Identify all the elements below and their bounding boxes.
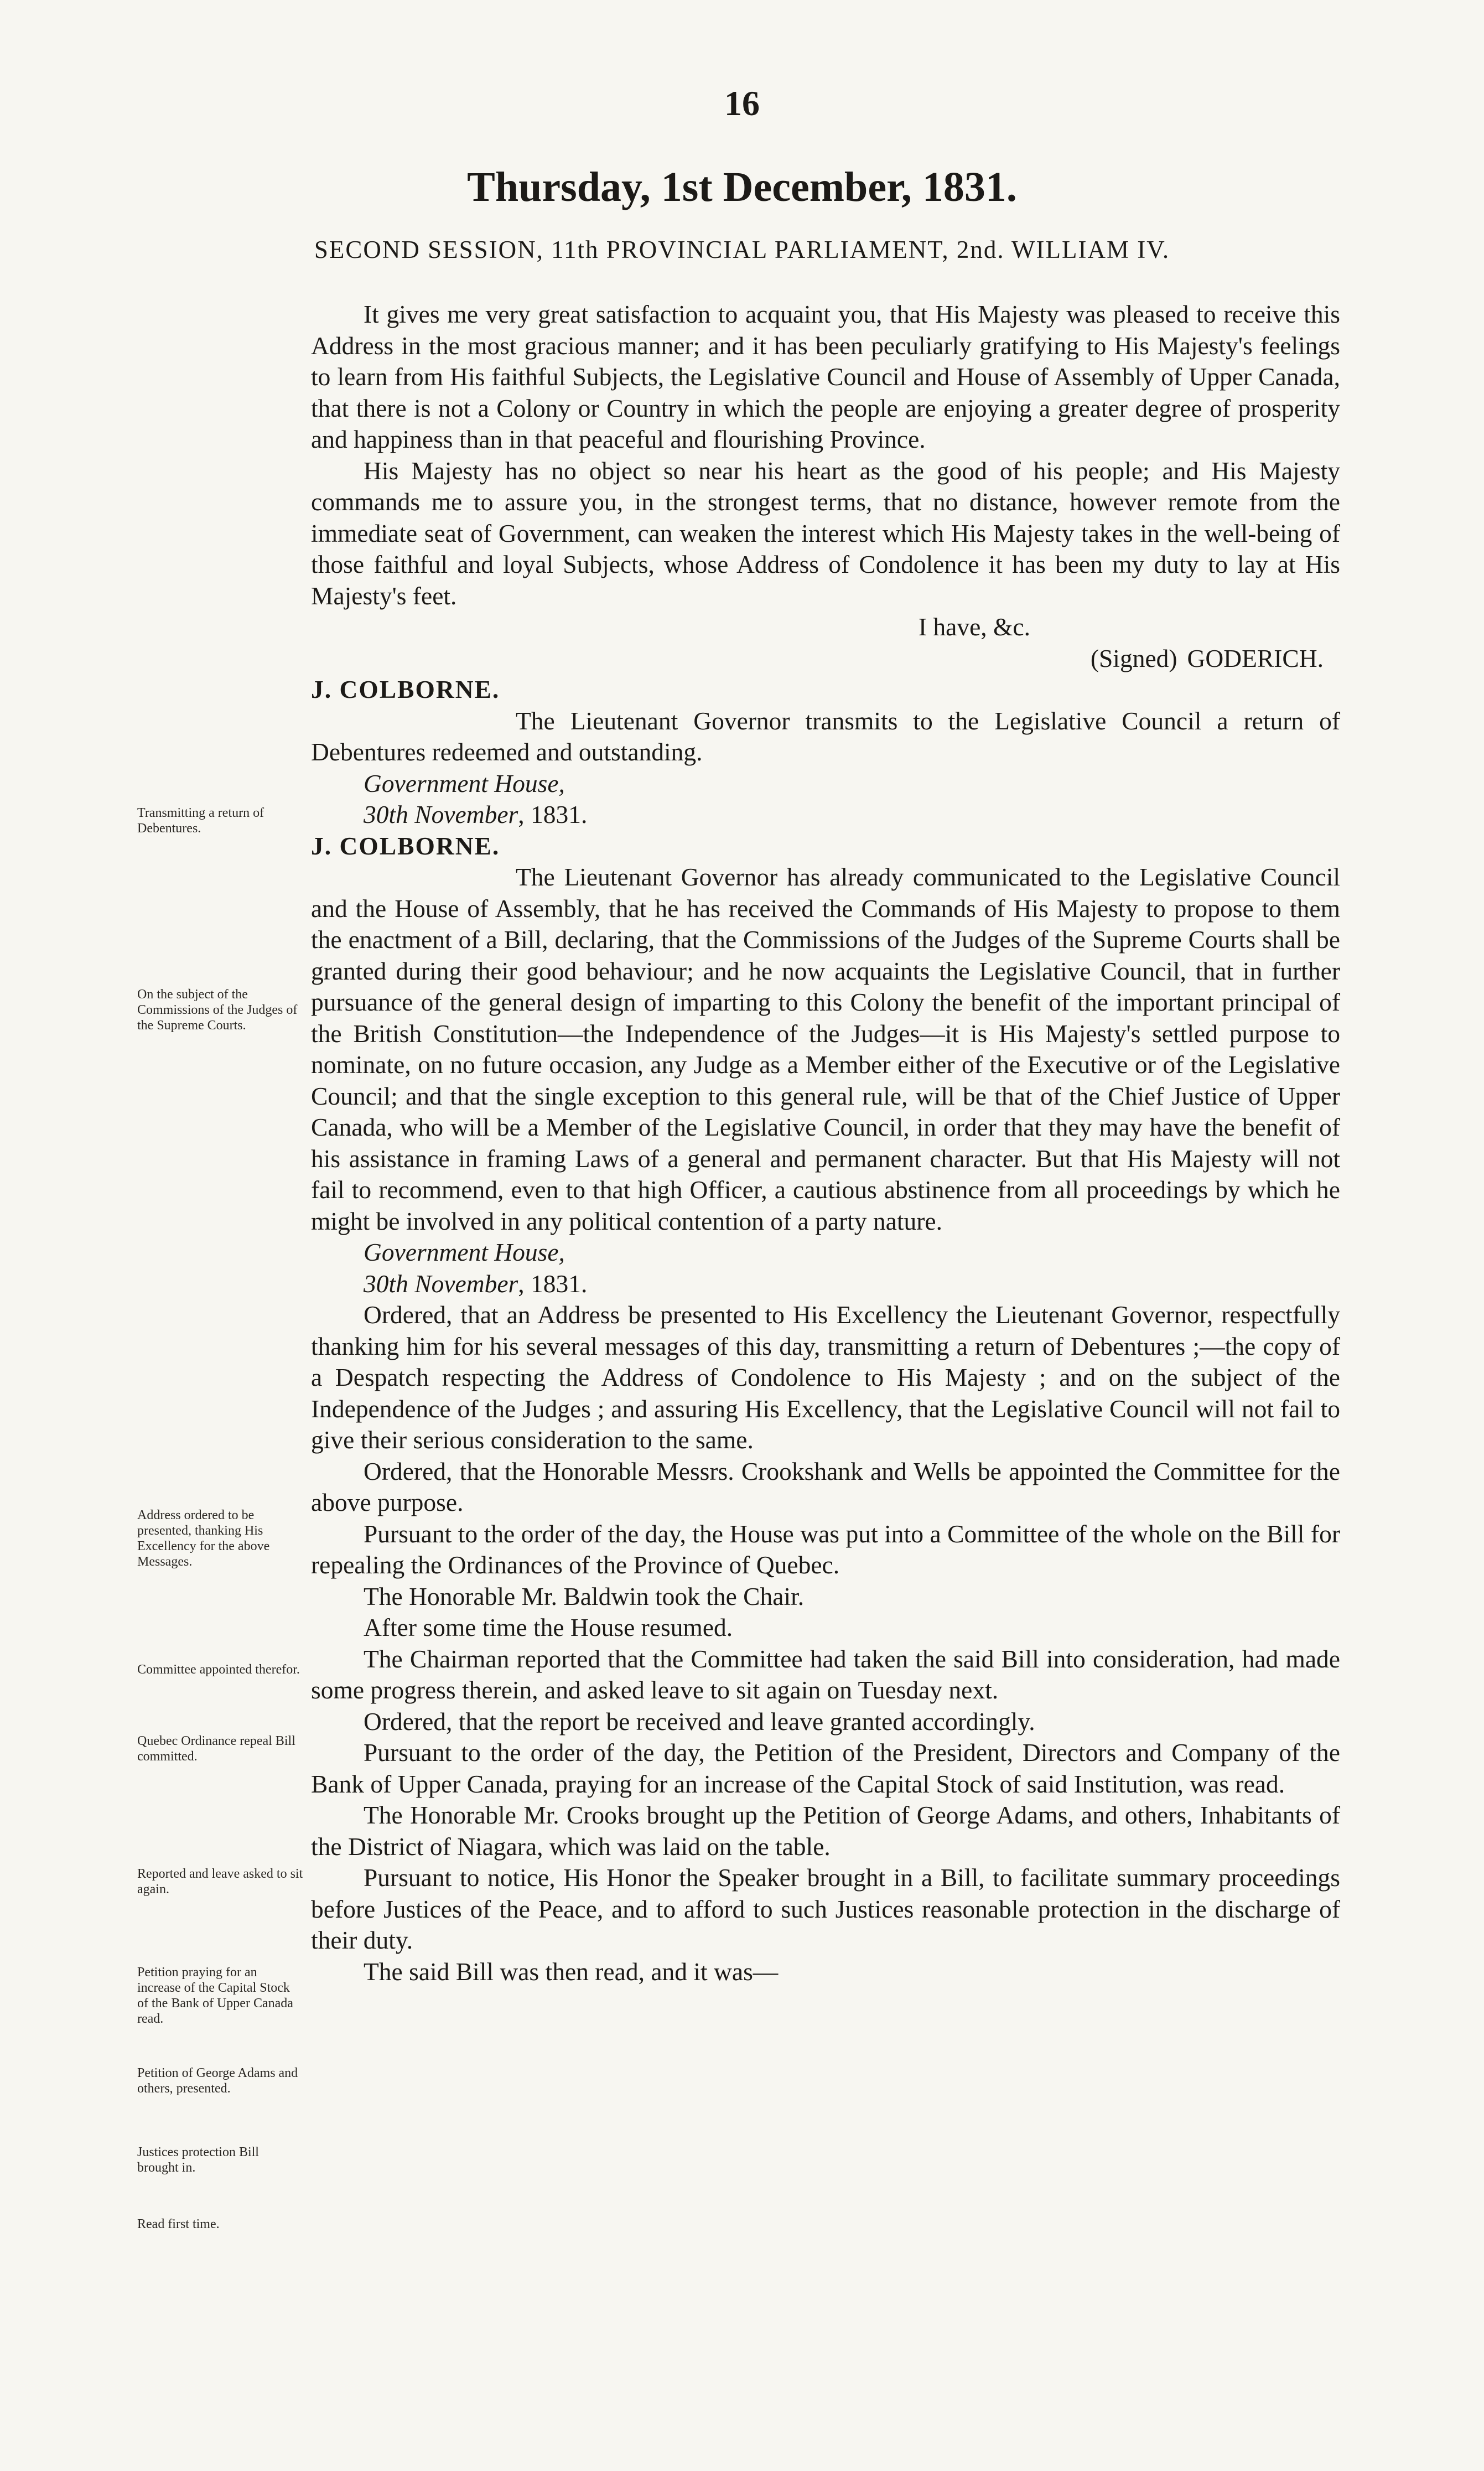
- date-heading: Thursday, 1st December, 1831.: [467, 164, 1017, 210]
- despatch-paragraph-1: It gives me very great satisfaction to acquaint you, that His Majesty was pleased to receive this Address in the most gracious manner; and it has been peculiarly gratifying to His Majesty's feelings to learn from His faithful Subjects, the Legislative Council and House of Assembly of Upper Canada, that there is not a Colony or Country in which the people are enjoying a greater degree of prosperity and happiness than in that peaceful and flourishing Province.: [311, 300, 1340, 453]
- message-judges-date: [311, 1268, 1340, 1300]
- paragraph-committee-appointed: Ordered, that the Honorable Messrs. Crookshank and Wells be appointed the Committee for the above purpose.: [311, 1457, 1340, 1516]
- colborne-signature-1: J. COLBORNE.: [311, 675, 500, 703]
- margin-note-judges-commissions: On the subject of the Commissions of the Judges of the Supreme Courts.: [137, 987, 298, 1033]
- message-judges: The Lieutenant Governor has already communicated to the Legislative Council and the House of Assembly, that he has received the Commands of His Majesty to propose to them the enactment of a Bill, declaring, that the Commissions of the Judges of the Supreme Courts shall be granted during their good behaviour; and he now acquaints the Legislative Council, that in further pursuance of the general design of imparting to this Colony the benefit of the important principal of the British Constitution—the Independence of the Judges—it is His Majesty's settled purpose to nominate, on no future occasion, any Judge as a Member either of the Executive or of the Legislative Council; and that the single exception to this general rule, will be that of the Chief Justice of Upper Canada, who will be a Member of the Legislative Council, in order that they may have the benefit of his assistance in framing Laws of a general and permanent character. But that His Majesty will not fail to recommend, even to that high Officer, a cautious abstinence from all proceedings by which he might be involved in any political contention of a party nature.: [311, 863, 1340, 1235]
- signoff-name: GODERICH.: [1187, 644, 1324, 672]
- paragraph-adams-petition: The Honorable Mr. Crooks brought up the Petition of George Adams, and others, Inhabitants of the District of Niagara, which was laid on the table.: [311, 1801, 1340, 1861]
- margin-note-address-ordered: Address ordered to be presented, thanking His Excellency for the above Messages.: [137, 1508, 270, 1569]
- message-judges-date-day: 30th November: [364, 1269, 518, 1298]
- message-judges-date-year: , 1831.: [518, 1269, 588, 1298]
- message-debentures-date-day: 30th November: [364, 800, 518, 828]
- message-debentures-place: Government House,: [364, 769, 565, 797]
- margin-note-read-first: Read first time.: [137, 2217, 220, 2231]
- margin-note-debentures: Transmitting a return of Debentures.: [137, 806, 264, 836]
- margin-note-adams-petition: Petition of George Adams and others, presented.: [137, 2066, 298, 2096]
- paragraph-report-received: Ordered, that the report be received and leave granted accordingly.: [364, 1707, 1035, 1736]
- margin-note-justices-bill: Justices protection Bill brought in.: [137, 2145, 259, 2175]
- margin-note-quebec-bill: Quebec Ordinance repeal Bill committed.: [137, 1734, 295, 1764]
- message-debentures: The Lieutenant Governor transmits to the Legislative Council a return of Debentures redeemed and outstanding.: [311, 706, 1340, 766]
- signoff-signed-label: (Signed): [1090, 644, 1177, 672]
- message-judges-place: Government House,: [364, 1238, 565, 1266]
- message-debentures-date-year: , 1831.: [518, 800, 588, 828]
- session-heading: SECOND SESSION, 11th PROVINCIAL PARLIAMENT, 2nd. WILLIAM IV.: [314, 236, 1170, 263]
- main-text-column: [311, 299, 1340, 1987]
- page-number: 16: [724, 84, 760, 123]
- paragraph-chair: The Honorable Mr. Baldwin took the Chair.: [364, 1582, 805, 1610]
- paragraph-bank-petition: Pursuant to the order of the day, the Petition of the President, Directors and Company of the Bank of Upper Canada, praying for an increase of the Capital Stock of said Institution, was read.: [311, 1738, 1340, 1798]
- paragraph-house-resumed: After some time the House resumed.: [364, 1613, 733, 1641]
- paragraph-quebec-bill: Pursuant to the order of the day, the House was put into a Committee of the whole on the Bill for repealing the Ordinances of the Province of Quebec.: [311, 1519, 1340, 1579]
- margin-note-reported: Reported and leave asked to sit again.: [137, 1867, 303, 1897]
- colborne-signature-2: J. COLBORNE.: [311, 831, 500, 860]
- margin-note-committee-appointed: Committee appointed therefor.: [137, 1662, 300, 1677]
- message-debentures-date: [311, 799, 1340, 831]
- paragraph-address-ordered: Ordered, that an Address be presented to His Excellency the Lieutenant Governor, respectfully thanking him for his several messages of this day, transmitting a return of Debentures ;—the copy of a Despatch respecting the Address of Condolence to His Majesty ; and on the subject of the Independence of the Judges ; and assuring His Excellency, that the Legislative Council will not fail to give their serious consideration to the same.: [311, 1301, 1340, 1454]
- paragraph-read-first: The said Bill was then read, and it was—: [364, 1957, 779, 1986]
- signoff-i-have: I have, &c.: [918, 613, 1030, 641]
- signoff-signature: [311, 643, 1340, 675]
- margin-note-bank-petition: Petition praying for an increase of the Capital Stock of the Bank of Upper Canada read.: [137, 1965, 293, 2026]
- paragraph-justices-bill: Pursuant to notice, His Honor the Speaker brought in a Bill, to facilitate summary proceedings before Justices of the Peace, and to afford to such Justices reasonable protection in the discharge of their duty.: [311, 1863, 1340, 1954]
- despatch-paragraph-2: His Majesty has no object so near his heart as the good of his people; and His Majesty commands me to assure you, in the strongest terms, that no distance, however remote from the immediate seat of Government, can weaken the interest which His Majesty takes in the well-being of those faithful and loyal Subjects, whose Address of Condolence it has been my duty to lay at His Majesty's feet.: [311, 456, 1340, 610]
- paragraph-chairman-reported: The Chairman reported that the Committee had taken the said Bill into consideration, had made some progress therein, and asked leave to sit again on Tuesday next.: [311, 1644, 1340, 1704]
